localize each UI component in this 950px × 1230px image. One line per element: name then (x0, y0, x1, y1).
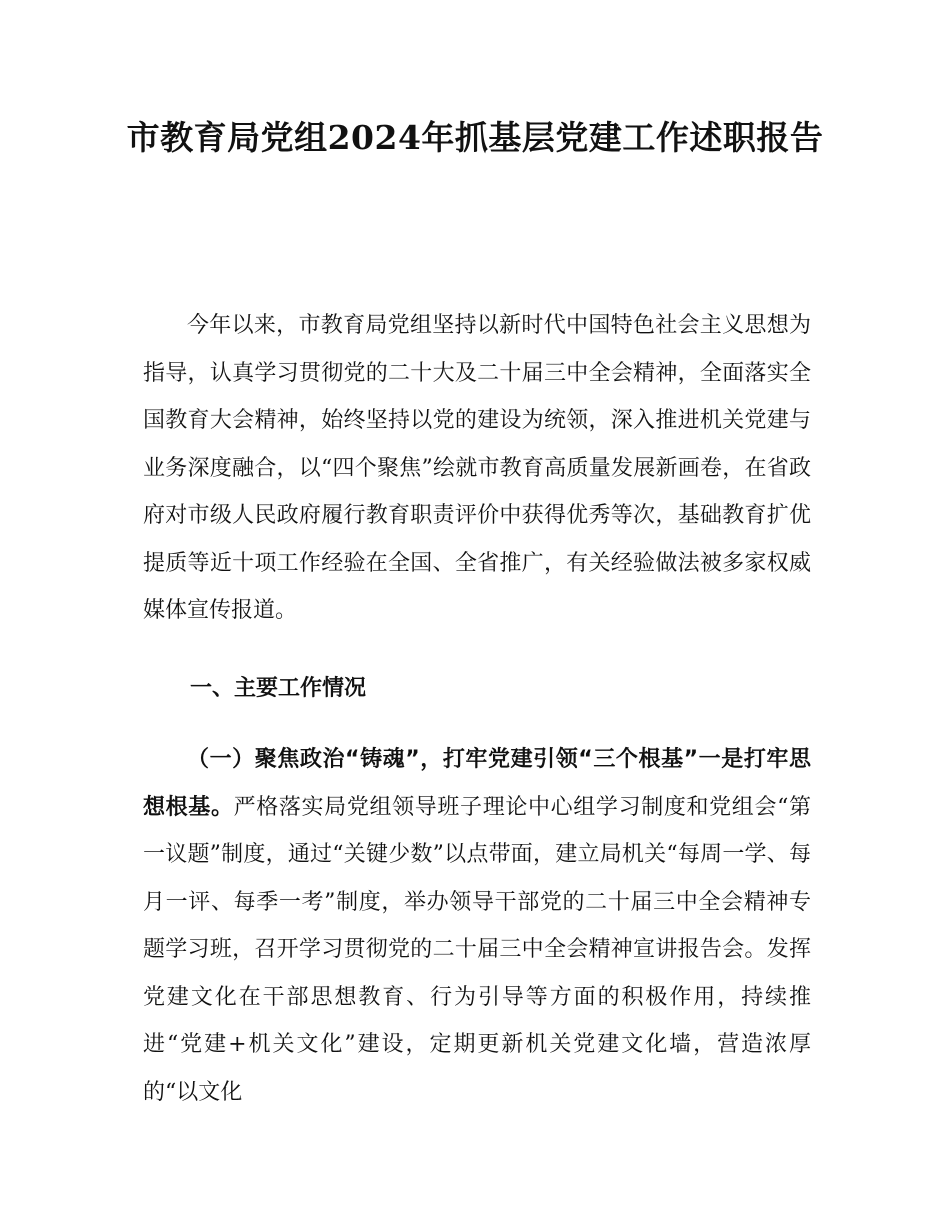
subsection-body: 严格落实局党组领导班子理论中心组学习制度和党组会“第一议题”制度，通过“关键少数”以点带面，建立局机关“每周一学、每月一评、每季一考”制度，举办领导干部党的二十届三中全会精神专题学习班，召开学习贯彻党的二十届三中全会精神宣讲报告会。发挥党建文化在干部思想教育、行为引导等方面的积极作用，持续推进“党建+机关文化”建设，定期更新机关党建文化墙，营造浓厚的“以文化 (143, 794, 811, 1105)
subsection-paragraph (143, 736, 811, 1116)
subsection-lead: （一）聚焦政治“铸魂”，打牢党建引领“三个根基”一是打牢思想根基。 (143, 747, 811, 820)
section-heading: 一、主要工作情况 (190, 676, 367, 701)
intro-paragraph: 今年以来，市教育局党组坚持以新时代中国特色社会主义思想为指导，认真学习贯彻党的二十大及二十届三中全会精神，全面落实全国教育大会精神，始终坚持以党的建设为统领，深入推进机关党建与业务深度融合，以“四个聚焦”绘就市教育高质量发展新画卷，在省政府对市级人民政府履行教育职责评价中获得优秀等次，基础教育扩优提质等近十项工作经验在全国、全省推广，有关经验做法被多家权威媒体宣传报道。 (143, 313, 811, 623)
document-title: 市教育局党组2024年抓基层党建工作述职报告 (126, 118, 824, 157)
